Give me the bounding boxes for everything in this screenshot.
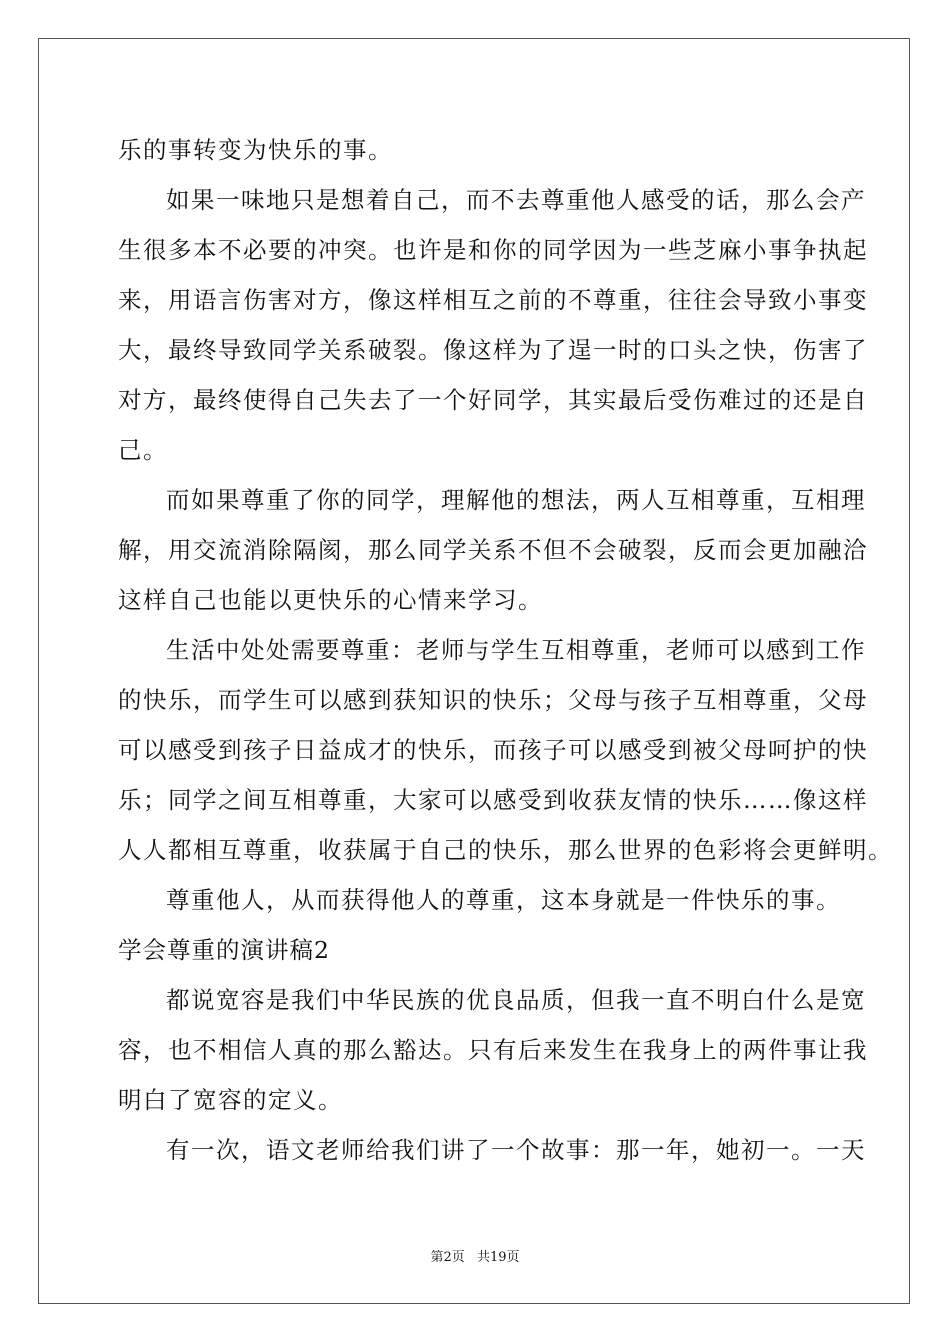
- paragraph-line: 可以感受到孩子日益成才的快乐，而孩子可以感受到被父母呵护的快: [118, 736, 868, 764]
- paragraph-line: 人人都相互尊重，收获属于自己的快乐，那么世界的色彩将会更鲜明。: [118, 836, 893, 864]
- paragraph-line: 解，用交流消除隔阂，那么同学关系不但不会破裂，反而会更加融洽: [118, 536, 868, 564]
- page-number-current: 第2页: [430, 1250, 465, 1265]
- paragraph-line: 明白了宽容的定义。: [118, 1086, 343, 1114]
- paragraph-line: 己。: [118, 436, 168, 464]
- paragraph-line: 这样自己也能以更快乐的心情来学习。: [118, 586, 543, 614]
- paragraph-line: 有一次，语文老师给我们讲了一个故事：那一年，她初一。一天: [166, 1136, 866, 1164]
- paragraph-line: 而如果尊重了你的同学，理解他的想法，两人互相尊重，互相理: [166, 486, 866, 514]
- paragraph-line: 尊重他人，从而获得他人的尊重，这本身就是一件快乐的事。: [166, 886, 841, 914]
- paragraph-line: 容，也不相信人真的那么豁达。只有后来发生在我身上的两件事让我: [118, 1036, 868, 1064]
- paragraph-line: 来，用语言伤害对方，像这样相互之前的不尊重，往往会导致小事变: [118, 286, 868, 314]
- paragraph-line: 的快乐，而学生可以感到获知识的快乐；父母与孩子互相尊重，父母: [118, 686, 868, 714]
- page-footer: [0, 1250, 950, 1266]
- paragraph-line: 生活中处处需要尊重：老师与学生互相尊重，老师可以感到工作: [166, 636, 866, 664]
- paragraph-line: 大，最终导致同学关系破裂。像这样为了逞一时的口头之快，伤害了: [118, 336, 868, 364]
- paragraph-line: 都说宽容是我们中华民族的优良品质，但我一直不明白什么是宽: [166, 986, 866, 1014]
- page-number-total: 共19页: [476, 1250, 520, 1265]
- section-heading: 学会尊重的演讲稿2: [118, 936, 330, 964]
- paragraph-line: 如果一味地只是想着自己，而不去尊重他人感受的话，那么会产: [166, 186, 866, 214]
- paragraph-line: 生很多本不必要的冲突。也许是和你的同学因为一些芝麻小事争执起: [118, 236, 868, 264]
- paragraph-line: 乐的事转变为快乐的事。: [118, 136, 393, 164]
- paragraph-line: 对方，最终使得自己失去了一个好同学，其实最后受伤难过的还是自: [118, 386, 868, 414]
- paragraph-line: 乐；同学之间互相尊重，大家可以感受到收获友情的快乐……像这样: [118, 786, 868, 814]
